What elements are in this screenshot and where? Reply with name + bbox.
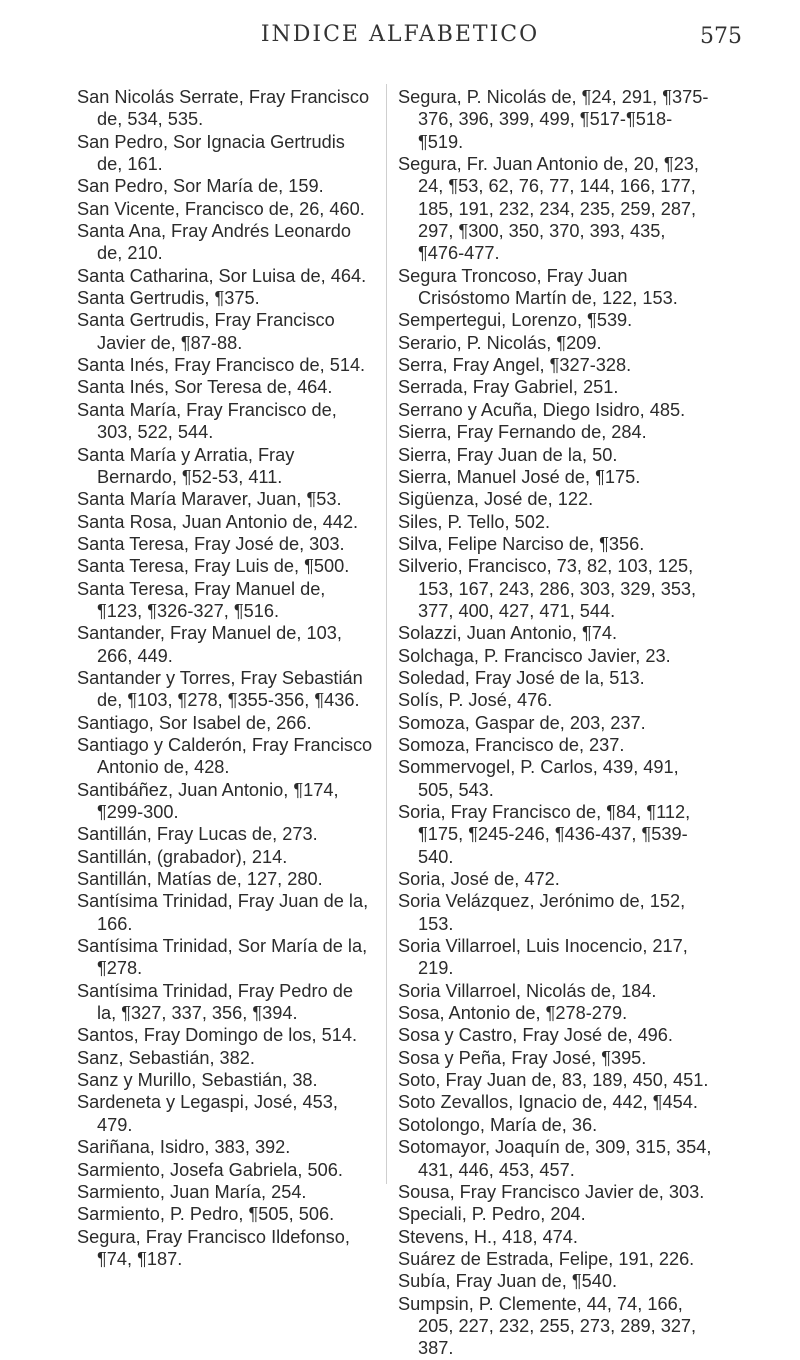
index-entry: Stevens, H., 418, 474. <box>398 1226 578 1247</box>
index-entry: Soledad, Fray José de la, 513. <box>398 667 645 688</box>
index-entry: Soria Velázquez, Jerónimo de, 152, 153. <box>398 891 686 934</box>
index-entry: Sierra, Fray Juan de la, 50. <box>398 444 618 465</box>
index-entry: Santísima Trinidad, Sor María de la, ¶278. <box>77 936 368 979</box>
index-entry: Sarmiento, P. Pedro, ¶505, 506. <box>77 1204 335 1225</box>
index-entry: Santillán, Fray Lucas de, 273. <box>77 824 318 845</box>
index-entry: Sommervogel, P. Carlos, 439, 491, 505, 543. <box>398 757 679 800</box>
index-entry: Soria Villarroel, Luis Inocencio, 217, 219. <box>398 936 688 979</box>
index-entry: Serrada, Fray Gabriel, 251. <box>398 377 619 398</box>
index-entry: Siles, P. Tello, 502. <box>398 511 550 532</box>
index-entry: Somoza, Gaspar de, 203, 237. <box>398 712 646 733</box>
index-entry: Sousa, Fray Francisco Javier de, 303. <box>398 1181 705 1202</box>
index-entry: Solazzi, Juan Antonio, ¶74. <box>398 623 618 644</box>
running-head: INDICE ALFABETICO <box>260 22 540 47</box>
index-entry: Sierra, Fray Fernando de, 284. <box>398 422 647 443</box>
index-entry: Segura, P. Nicolás de, ¶24, 291, ¶375-376, 396, 399, 499, ¶517-¶518-¶519. <box>398 87 709 152</box>
column-divider <box>386 84 387 1184</box>
index-entry: Santa Rosa, Juan Antonio de, 442. <box>77 511 359 532</box>
index-entry: Santander y Torres, Fray Sebastián de, ¶103, ¶278, ¶355-356, ¶436. <box>77 667 363 711</box>
index-column-right <box>398 86 713 1360</box>
index-entry: San Pedro, Sor Ignacia Gertrudis de, 161. <box>77 131 345 175</box>
index-entry: Solchaga, P. Francisco Javier, 23. <box>398 645 671 666</box>
page-number: 575 <box>700 24 742 49</box>
index-column-left <box>77 86 375 1270</box>
index-entry: Santa Gertrudis, Fray Francisco Javier de, ¶87-88. <box>77 310 335 353</box>
index-entry: Sarmiento, Josefa Gabriela, 506. <box>77 1159 343 1180</box>
index-entry: Subía, Fray Juan de, ¶540. <box>398 1271 618 1292</box>
index-entry: Santa Inés, Sor Teresa de, 464. <box>77 377 333 398</box>
index-entry: Soto Zevallos, Ignacio de, 442, ¶454. <box>398 1092 698 1113</box>
index-entry: Segura, Fr. Juan Antonio de, 20, ¶23, 24, ¶53, 62, 76, 77, 144, 166, 177, 185, 191, 232, 234, 235, 259, 287, 297, ¶300, 350, 370, 393, 435, ¶476-477. <box>398 154 699 264</box>
index-entry: Sardeneta y Legaspi, José, 453, 479. <box>77 1092 338 1135</box>
index-entry: Silverio, Francisco, 73, 82, 103, 125, 153, 167, 243, 286, 303, 329, 353, 377, 400, 427, 471, 544. <box>398 556 697 621</box>
index-entry: Santa María y Arratia, Fray Bernardo, ¶52-53, 411. <box>77 444 295 487</box>
index-entry: Santillán, (grabador), 214. <box>77 846 288 867</box>
index-entry: Segura, Fray Francisco Ildefonso, ¶74, ¶187. <box>77 1226 350 1269</box>
index-entry: Santa María Maraver, Juan, ¶53. <box>77 489 342 510</box>
index-entry: Santiago y Calderón, Fray Francisco Antonio de, 428. <box>77 734 373 778</box>
index-entry: Santa Catharina, Sor Luisa de, 464. <box>77 265 367 286</box>
index-entry: Soria, José de, 472. <box>398 869 560 890</box>
index-entry: Sierra, Manuel José de, ¶175. <box>398 466 641 487</box>
index-entry: Santa Ana, Fray Andrés Leonardo de, 210. <box>77 221 352 264</box>
index-entry: Sarmiento, Juan María, 254. <box>77 1181 307 1202</box>
index-entry: Santa Teresa, Fray José de, 303. <box>77 533 345 554</box>
index-entry: Serra, Fray Angel, ¶327-328. <box>398 355 632 376</box>
index-entry: Santillán, Matías de, 127, 280. <box>77 869 323 890</box>
index-entry: Sempertegui, Lorenzo, ¶539. <box>398 310 633 331</box>
index-entry: Santa Inés, Fray Francisco de, 514. <box>77 355 366 376</box>
index-entry: Santísima Trinidad, Fray Juan de la, 166. <box>77 891 369 934</box>
index-entry: Silva, Felipe Narciso de, ¶356. <box>398 533 645 554</box>
index-entry: Santa Teresa, Fray Manuel de, ¶123, ¶326-327, ¶516. <box>77 578 326 621</box>
index-entry: Sotomayor, Joaquín de, 309, 315, 354, 431, 446, 453, 457. <box>398 1137 712 1180</box>
index-entry: Sariñana, Isidro, 383, 392. <box>77 1137 291 1158</box>
index-entry: Sosa y Peña, Fray José, ¶395. <box>398 1047 647 1068</box>
index-entry: Santa Gertrudis, ¶375. <box>77 288 260 309</box>
index-entry: Soria, Fray Francisco de, ¶84, ¶112, ¶175, ¶245-246, ¶436-437, ¶539-540. <box>398 802 691 867</box>
index-entry: Soto, Fray Juan de, 83, 189, 450, 451. <box>398 1070 709 1091</box>
index-entry: San Pedro, Sor María de, 159. <box>77 176 324 197</box>
index-entry: Serrano y Acuña, Diego Isidro, 485. <box>398 399 686 420</box>
index-entry: Santiago, Sor Isabel de, 266. <box>77 712 312 733</box>
index-entry: Sumpsin, P. Clemente, 44, 74, 166, 205, 227, 232, 255, 273, 289, 327, 387. <box>398 1293 697 1359</box>
index-entry: Solís, P. José, 476. <box>398 690 553 711</box>
index-entry: San Nicolás Serrate, Fray Francisco de, 534, 535. <box>77 87 370 130</box>
index-entry: Soria Villarroel, Nicolás de, 184. <box>398 980 657 1001</box>
index-entry: Sotolongo, María de, 36. <box>398 1114 598 1135</box>
index-entry: Santos, Fray Domingo de los, 514. <box>77 1025 358 1046</box>
index-entry: Santa Teresa, Fray Luis de, ¶500. <box>77 556 350 577</box>
index-entry: Somoza, Francisco de, 237. <box>398 734 625 755</box>
index-entry: Sanz y Murillo, Sebastián, 38. <box>77 1070 318 1091</box>
index-entry: Serario, P. Nicolás, ¶209. <box>398 332 602 353</box>
index-entry: San Vicente, Francisco de, 26, 460. <box>77 198 365 219</box>
index-entry: Sanz, Sebastián, 382. <box>77 1047 255 1068</box>
index-entry: Santísima Trinidad, Fray Pedro de la, ¶327, 337, 356, ¶394. <box>77 980 353 1024</box>
index-entry: Speciali, P. Pedro, 204. <box>398 1204 586 1225</box>
index-entry: Sosa y Castro, Fray José de, 496. <box>398 1025 673 1046</box>
index-entry: Segura Troncoso, Fray Juan Crisóstomo Martín de, 122, 153. <box>398 265 678 309</box>
index-entry: Sosa, Antonio de, ¶278-279. <box>398 1003 628 1024</box>
index-entry: Sigüenza, José de, 122. <box>398 489 594 510</box>
index-entry: Santander, Fray Manuel de, 103, 266, 449. <box>77 623 342 666</box>
index-entry: Suárez de Estrada, Felipe, 191, 226. <box>398 1248 695 1269</box>
index-entry: Santibáñez, Juan Antonio, ¶174, ¶299-300. <box>77 779 339 822</box>
index-entry: Santa María, Fray Francisco de, 303, 522, 544. <box>77 399 337 443</box>
